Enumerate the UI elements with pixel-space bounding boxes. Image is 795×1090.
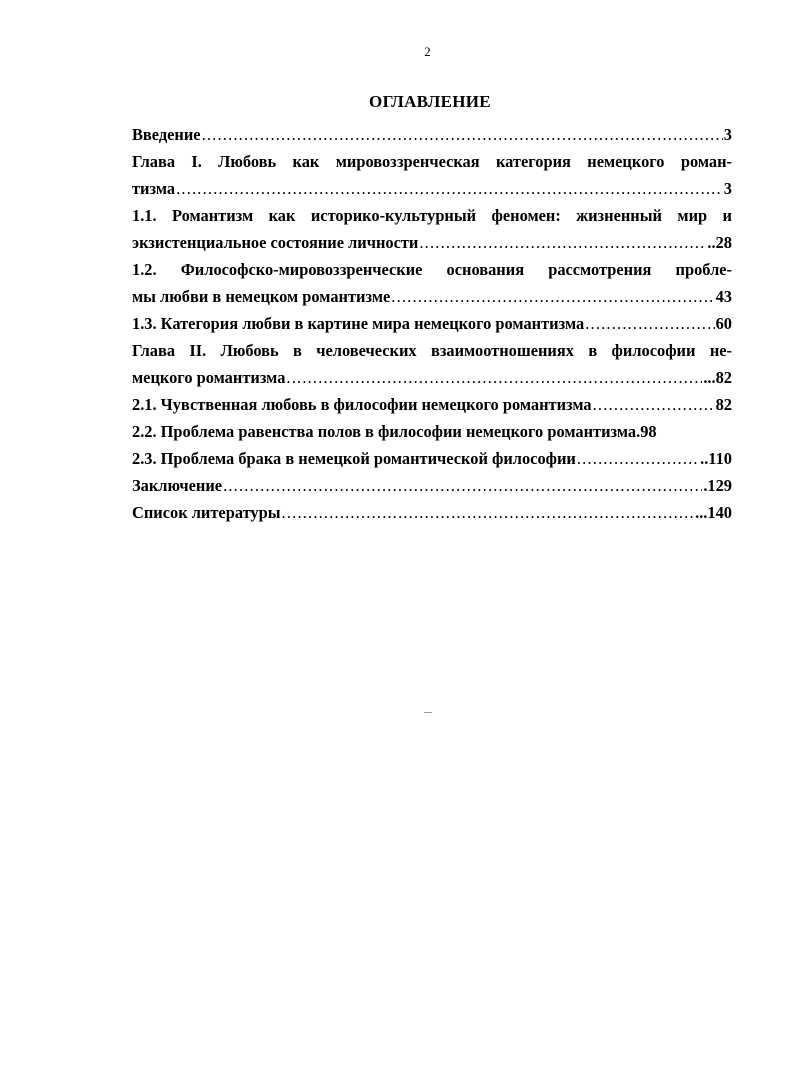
toc-page-number: ...140 [695,503,732,522]
toc-page-number: ..28 [707,233,732,252]
toc-entry-title-continued: мецкого романтизма [132,368,286,387]
toc-line [132,418,732,445]
leader-dots [593,391,715,418]
toc-page-number: .129 [703,476,732,495]
leader-dots [202,121,723,148]
toc-entry-title: 1.3. Категория любви в картине мира немецкого романтизма [132,314,585,333]
toc-entry-section-1-2[interactable] [132,256,732,310]
toc-line [132,175,732,202]
toc-page-number: 43 [715,287,732,306]
toc-entry-conclusion[interactable] [132,472,732,499]
leader-dots [282,499,695,526]
toc-entry-title-continued: мы любви в немецком романтизме [132,287,391,306]
toc-page-number: ...82 [703,368,732,387]
toc-line [132,121,732,148]
toc-entry-title: 2.2. Проблема равенства полов в философии немецкого романтизма.98 [132,422,657,441]
toc-line [132,310,732,337]
toc-page-number: 3 [723,125,732,144]
leader-dots [577,445,699,472]
toc-page-number: 60 [715,314,732,333]
toc-title: ОГЛАВЛЕНИЕ [369,92,491,111]
toc-entry-section-1-1[interactable] [132,202,732,256]
toc-line [132,499,732,526]
toc-page-number: 82 [715,395,732,414]
leader-dots [176,175,723,202]
toc-line [132,391,732,418]
page-number: 2 [424,44,431,59]
toc-entry-title: Заключение [132,476,223,495]
toc-line-first: Глава I. Любовь как мировоззренческая категория немецкого роман- [132,152,732,171]
leader-dots [391,283,714,310]
table-of-contents [132,121,732,526]
toc-entry-section-2-3[interactable] [132,445,732,472]
toc-entry-bibliography[interactable] [132,499,732,526]
toc-entry-section-2-2[interactable] [132,418,732,445]
toc-entry-title-continued: экзистенциальное состояние личности [132,233,419,252]
leader-dots [223,472,702,499]
toc-line [132,472,732,499]
toc-entry-title: Список литературы [132,503,281,522]
toc-page-number: ..110 [700,449,732,468]
toc-entry-chapter-2[interactable] [132,337,732,391]
toc-line [132,283,732,310]
toc-entry-title-continued: тизма [132,179,176,198]
leader-dots [286,364,702,391]
toc-page-number: 3 [723,179,732,198]
toc-entry-title: 2.3. Проблема брака в немецкой романтической философии [132,449,576,468]
toc-entry-section-1-3[interactable] [132,310,732,337]
toc-line [132,445,732,472]
toc-entry-title: 2.1. Чувственная любовь в философии немецкого романтизма [132,395,592,414]
toc-line-first: Глава II. Любовь в человеческих взаимоотношениях в философии не- [132,341,732,360]
leader-dots [585,310,714,337]
toc-line [132,229,732,256]
toc-line [132,364,732,391]
toc-entry-chapter-1[interactable] [132,148,732,202]
toc-entry-section-2-1[interactable] [132,391,732,418]
toc-line-first: 1.1. Романтизм как историко-культурный феномен: жизненный мир и [132,206,732,225]
toc-line-first: 1.2. Философско-мировоззренческие основания рассмотрения пробле- [132,260,732,279]
toc-entry-introduction[interactable] [132,121,732,148]
leader-dots [419,229,706,256]
scan-artifact-mark [424,712,432,713]
toc-entry-title: Введение [132,125,201,144]
